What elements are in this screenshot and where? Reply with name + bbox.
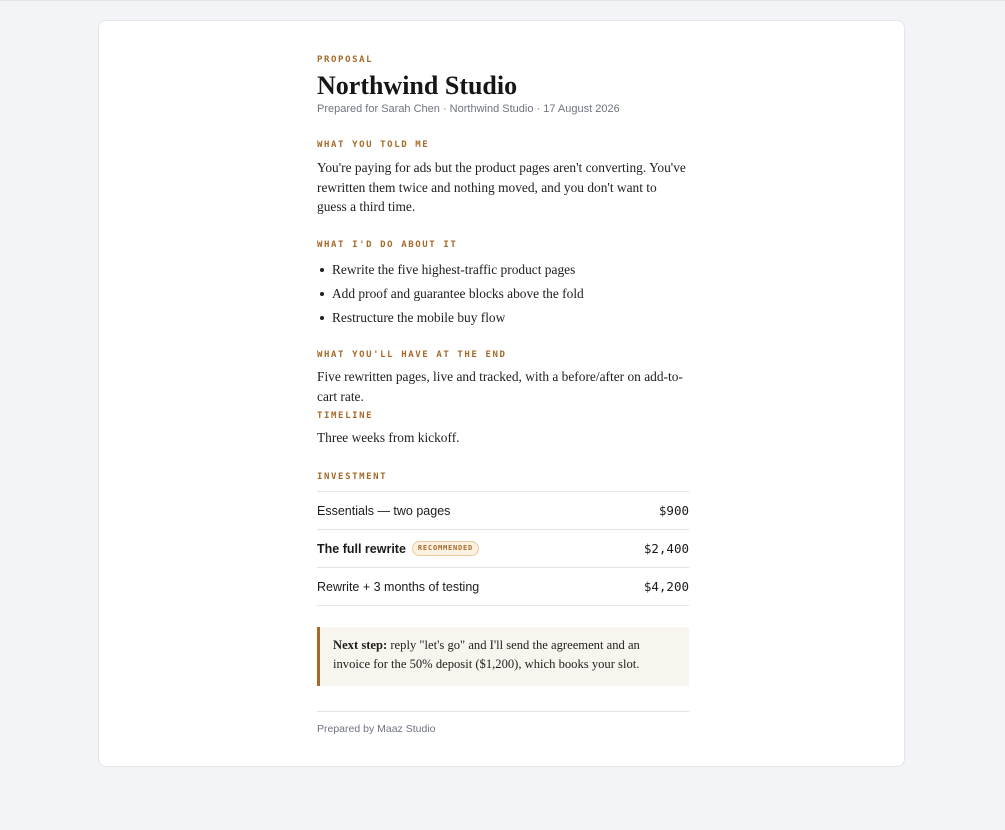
list-item: Restructure the mobile buy flow bbox=[317, 306, 689, 330]
section-heading-investment: INVESTMENT bbox=[317, 472, 388, 482]
list-item: Rewrite the five highest-traffic product pages bbox=[317, 258, 689, 282]
next-step-label: Next step: bbox=[333, 638, 388, 652]
proposal-card bbox=[98, 20, 905, 767]
list-item: Add proof and guarantee blocks above the fold bbox=[317, 282, 689, 306]
section-body-told: You're paying for ads but the product pages aren't converting. You've rewritten them twice and nothing moved, and you don't want to guess a third time. bbox=[317, 160, 686, 214]
page-title: Northwind Studio bbox=[317, 71, 518, 100]
table-row bbox=[317, 529, 689, 567]
section-heading-told: WHAT YOU TOLD ME bbox=[317, 140, 430, 150]
footer-divider bbox=[317, 711, 689, 712]
investment-table bbox=[317, 491, 689, 606]
option-label: The full rewrite bbox=[317, 541, 406, 556]
option-label: Essentials — two pages bbox=[317, 503, 451, 518]
option-price: $4,200 bbox=[643, 579, 689, 594]
document-meta: Prepared for Sarah Chen · Northwind Studio · 17 August 2026 bbox=[317, 103, 620, 115]
option-label: Rewrite + 3 months of testing bbox=[317, 579, 480, 594]
next-step-text: reply "let's go" and I'll send the agreement and an invoice for the 50% deposit ($1,200), which books your slot. bbox=[333, 638, 640, 671]
section-body-timeline: Three weeks from kickoff. bbox=[317, 430, 460, 445]
section-heading-plan: WHAT I'D DO ABOUT IT bbox=[317, 240, 458, 250]
option-price: $2,400 bbox=[643, 541, 689, 556]
document-eyebrow: PROPOSAL bbox=[317, 55, 374, 65]
section-heading-outcome: WHAT YOU'LL HAVE AT THE END bbox=[317, 350, 507, 360]
recommended-badge: RECOMMENDED bbox=[412, 541, 479, 556]
plan-list bbox=[317, 258, 689, 330]
table-row bbox=[317, 567, 689, 606]
table-row bbox=[317, 491, 689, 529]
section-heading-timeline: TIMELINE bbox=[317, 411, 374, 421]
section-body-outcome: Five rewritten pages, live and tracked, with a before/after on add-to-cart rate. bbox=[317, 369, 683, 404]
option-price: $900 bbox=[658, 503, 689, 518]
next-step-callout bbox=[317, 627, 689, 686]
option-label-wrap bbox=[317, 541, 479, 556]
footer-text: Prepared by Maaz Studio bbox=[317, 723, 436, 735]
